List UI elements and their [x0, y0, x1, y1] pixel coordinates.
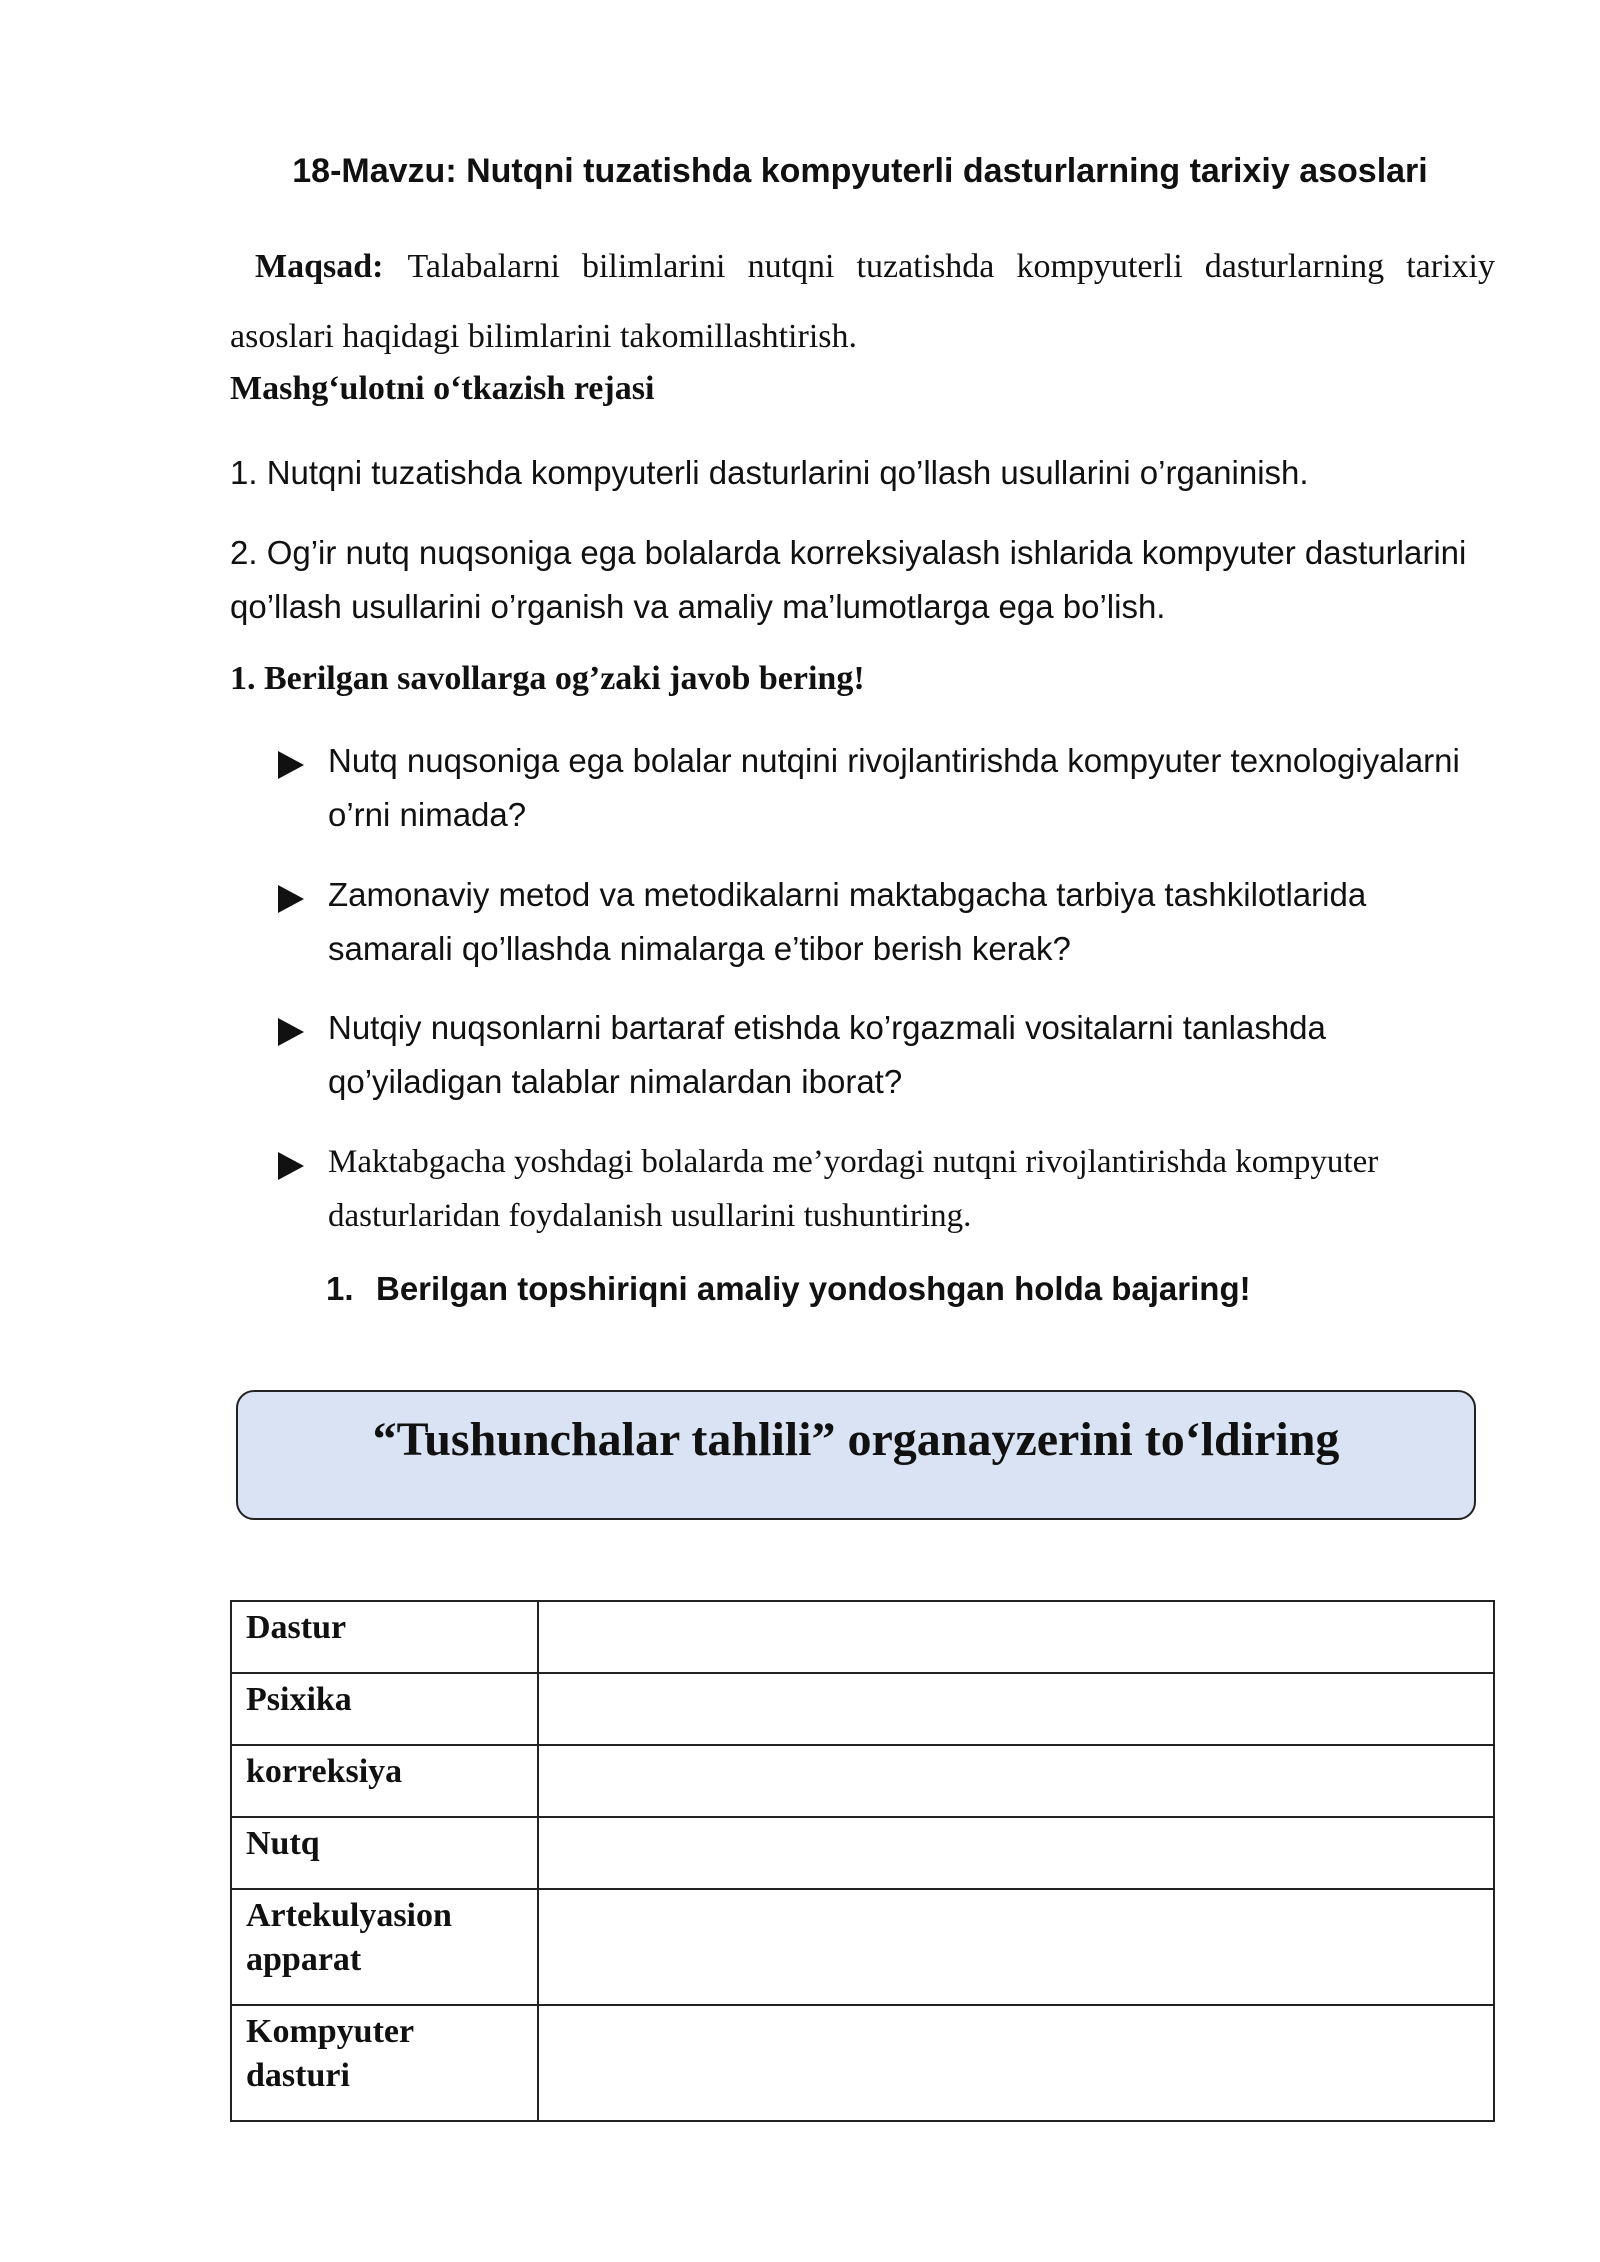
table-row	[231, 2005, 1494, 2121]
triangle-bullet-icon	[278, 751, 304, 779]
term-cell: Psixika	[231, 1673, 538, 1745]
answer-cell[interactable]	[538, 1673, 1494, 1745]
task-number: 1.	[326, 1270, 354, 1307]
table-row	[231, 1673, 1494, 1745]
table-row	[231, 1745, 1494, 1817]
term-cell: korreksiya	[231, 1745, 538, 1817]
question-item-4	[278, 1135, 1498, 1243]
term-cell: Dastur	[231, 1601, 538, 1673]
question-item-3	[278, 1001, 1498, 1109]
answer-cell[interactable]	[538, 2005, 1494, 2121]
plan-item-1: 1. Nutqni tuzatishda kompyuterli dasturlarini qo’llash usullarini o’rganinish.	[230, 454, 1309, 491]
question-text: Zamonaviy metod va metodikalarni maktabgacha tarbiya tashkilotlarida samarali qo’llashda nimalarga e’tibor berish kerak?	[328, 876, 1367, 967]
terms-table	[230, 1600, 1495, 2122]
term-cell: Artekulyasion apparat	[231, 1889, 538, 2005]
answer-cell[interactable]	[538, 1601, 1494, 1673]
table-row	[231, 1601, 1494, 1673]
task-line	[326, 1270, 1251, 1308]
question-text: Nutqiy nuqsonlarni bartaraf etishda ko’rgazmali vositalarni tanlashda qo’yiladigan talablar nimalardan iborat?	[328, 1009, 1326, 1100]
triangle-bullet-icon	[278, 1152, 304, 1180]
goal-text: Talabalarni bilimlarini nutqni tuzatishda kompyuterli dasturlarning tarixiy asoslari haqidagi bilimlarini takomillashtirish.	[230, 248, 1495, 355]
plan-title: Mashg‘ulotni o‘tkazish rejasi	[230, 370, 655, 407]
answer-cell[interactable]	[538, 1889, 1494, 2005]
goal-label: Maqsad:	[255, 248, 384, 285]
table-row	[231, 1889, 1494, 2005]
triangle-bullet-icon	[278, 885, 304, 913]
answer-cell[interactable]	[538, 1745, 1494, 1817]
question-item-2	[278, 868, 1498, 976]
task-text: Berilgan topshiriqni amaliy yondoshgan holda bajaring!	[376, 1270, 1251, 1307]
organizer-title-box	[236, 1390, 1476, 1520]
triangle-bullet-icon	[278, 1018, 304, 1046]
plan-item-2: 2. Og’ir nutq nuqsoniga ega bolalarda korreksiyalash ishlarida kompyuter dasturlarini qo’llash usullarini o’rganish va amaliy ma’lumotlarga ega bo’lish.	[230, 534, 1467, 625]
page-title: 18-Mavzu: Nutqni tuzatishda kompyuterli dasturlarning tarixiy asoslari	[292, 152, 1428, 190]
question-item-1	[278, 734, 1498, 842]
organizer-title: “Tushunchalar tahlili” organayzerini to‘ldiring	[372, 1413, 1340, 1466]
question-text: Nutq nuqsoniga ega bolalar nutqini rivojlantirishda kompyuter texnologiyalarni o’rni nimada?	[328, 742, 1460, 833]
questions-title: 1. Berilgan savollarga og’zaki javob bering!	[230, 660, 865, 697]
answer-cell[interactable]	[538, 1817, 1494, 1889]
term-cell: Nutq	[231, 1817, 538, 1889]
goal-paragraph	[230, 232, 1495, 372]
table-row	[231, 1817, 1494, 1889]
question-text: Maktabgacha yoshdagi bolalarda me’yordagi nutqni rivojlantirishda kompyuter dasturlaridan foydalanish usullarini tushuntiring.	[328, 1144, 1379, 1234]
term-cell: Kompyuter dasturi	[231, 2005, 538, 2121]
